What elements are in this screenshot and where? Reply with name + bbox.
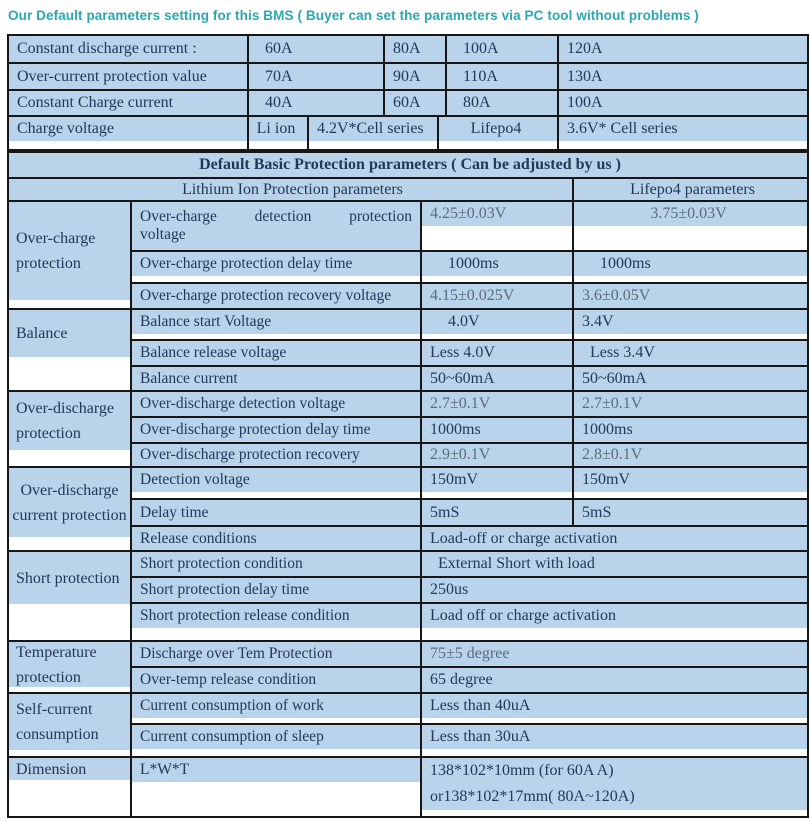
value-cell: 90A — [384, 63, 446, 90]
category-balance — [8, 309, 131, 391]
dimension-line: 138*102*10mm (for 60A A) — [430, 762, 614, 779]
param-cell: Over-temp release condition — [131, 667, 421, 693]
param-cell: Delay time — [131, 499, 421, 526]
lifepo4-value-cell: 3.75±0.03V — [573, 201, 808, 251]
param-cell: Over-charge protection delay time — [131, 251, 421, 283]
param-cell: Release conditions — [131, 526, 421, 551]
category-label: Self-current consumption — [16, 701, 99, 743]
table-row — [8, 178, 808, 201]
lifepo4-value-cell: 3.4V — [573, 309, 808, 340]
lifepo4-value-cell: 3.6±0.05V — [573, 283, 808, 309]
param-cell: Current consumption of sleep — [131, 724, 421, 757]
category-dimension — [8, 757, 131, 817]
span-value-cell — [421, 757, 808, 817]
span-value-cell: Less than 40uA — [421, 693, 808, 724]
value-cell: 120A — [558, 35, 808, 63]
param-cell: Short protection release condition — [131, 603, 421, 641]
value-cell: 60A — [248, 35, 384, 63]
liion-value-cell: 2.9±0.1V — [421, 443, 573, 467]
row-label: Charge voltage — [8, 116, 248, 150]
param-cell: Short protection delay time — [131, 577, 421, 603]
liion-value-cell: 1000ms — [421, 417, 573, 443]
value-cell: 80A — [384, 35, 446, 63]
liion-value-cell: 4.25±0.03V — [421, 201, 573, 251]
value-cell: 60A — [384, 90, 446, 116]
param-cell: L*W*T — [131, 757, 421, 817]
table-row — [8, 201, 808, 251]
param-cell: Detection voltage — [131, 467, 421, 499]
category-label: Short protection — [16, 569, 120, 587]
table-row — [8, 35, 808, 63]
value-cell: Lifepo4 — [438, 116, 558, 150]
value-cell: Li ion — [248, 116, 308, 150]
value-cell: 110A — [446, 63, 558, 90]
column-header-lithium: Lithium Ion Protection parameters — [8, 178, 573, 201]
table-row — [8, 116, 808, 150]
span-value-cell: Load off or charge activation — [421, 603, 808, 641]
category-label: Over-charge protection — [16, 230, 96, 272]
param-cell: Current consumption of work — [131, 693, 421, 724]
span-value-cell: 250us — [421, 577, 808, 603]
table-row — [8, 641, 808, 667]
table-row — [8, 63, 808, 90]
category-label: Dimension — [16, 760, 87, 778]
value-cell: 4.2V*Cell series — [308, 116, 438, 150]
protection-parameters-table — [7, 151, 809, 818]
param-cell: Discharge over Tem Protection — [131, 641, 421, 667]
param-cell — [131, 201, 421, 251]
span-value-cell: Load-off or charge activation — [421, 526, 808, 551]
value-cell: 40A — [248, 90, 384, 116]
lifepo4-value-cell: 150mV — [573, 467, 808, 499]
param-line: voltage — [140, 226, 186, 243]
value-cell: 100A — [446, 35, 558, 63]
row-label: Constant discharge current : — [8, 35, 248, 63]
lifepo4-value-cell: Less 3.4V — [573, 340, 808, 366]
span-value-cell: External Short with load — [421, 551, 808, 577]
page-title: Our Default parameters setting for this BMS ( Buyer can set the parameters via PC tool without problems ) — [8, 8, 699, 23]
param-cell: Over-discharge detection voltage — [131, 391, 421, 417]
param-line: Over-charge detection protection — [140, 208, 412, 225]
param-cell: Over-discharge protection recovery — [131, 443, 421, 467]
liion-value-cell: 50~60mA — [421, 366, 573, 391]
liion-value-cell: 150mV — [421, 467, 573, 499]
section-header: Default Basic Protection parameters ( Can be adjusted by us ) — [8, 152, 808, 178]
current-spec-table — [7, 34, 809, 151]
param-cell: Balance start Voltage — [131, 309, 421, 340]
category-over-discharge-current-protection — [8, 467, 131, 551]
value-cell: 70A — [248, 63, 384, 90]
span-value-cell: 65 degree — [421, 667, 808, 693]
table-row — [8, 309, 808, 340]
param-cell: Over-charge protection recovery voltage — [131, 283, 421, 309]
param-cell: Short protection condition — [131, 551, 421, 577]
category-short-protection — [8, 551, 131, 641]
table-row — [8, 757, 808, 817]
lifepo4-value-cell: 1000ms — [573, 251, 808, 283]
dimension-line: or138*102*17mm( 80A~120A) — [430, 788, 635, 805]
param-cell: Balance release voltage — [131, 340, 421, 366]
lifepo4-value-cell: 2.8±0.1V — [573, 443, 808, 467]
param-cell: Balance current — [131, 366, 421, 391]
lifepo4-value-cell: 5mS — [573, 499, 808, 526]
lifepo4-value-cell: 1000ms — [573, 417, 808, 443]
category-self-current-consumption — [8, 693, 131, 757]
param-cell: Over-discharge protection delay time — [131, 417, 421, 443]
category-over-discharge-protection — [8, 391, 131, 467]
lifepo4-value-cell: 2.7±0.1V — [573, 391, 808, 417]
value-cell: 100A — [558, 90, 808, 116]
span-value-cell: Less than 30uA — [421, 724, 808, 757]
liion-value-cell: 5mS — [421, 499, 573, 526]
category-label: Temperature protection — [16, 643, 97, 686]
category-temperature-protection — [8, 641, 131, 693]
category-label: Over-discharge protection — [16, 400, 115, 442]
row-label: Constant Charge current — [8, 90, 248, 116]
category-label: Over-discharge current protection — [12, 481, 127, 524]
table-row — [8, 391, 808, 417]
lifepo4-value-cell: 50~60mA — [573, 366, 808, 391]
value-cell: 3.6V* Cell series — [558, 116, 808, 150]
liion-value-cell: 2.7±0.1V — [421, 391, 573, 417]
span-value-cell: 75±5 degree — [421, 641, 808, 667]
table-row — [8, 467, 808, 499]
liion-value-cell: 1000ms — [421, 251, 573, 283]
column-header-lifepo4: Lifepo4 parameters — [573, 178, 808, 201]
table-row — [8, 551, 808, 577]
liion-value-cell: 4.0V — [421, 309, 573, 340]
row-label: Over-current protection value — [8, 63, 248, 90]
liion-value-cell: Less 4.0V — [421, 340, 573, 366]
liion-value-cell: 4.15±0.025V — [421, 283, 573, 309]
category-over-charge-protection — [8, 201, 131, 309]
table-row — [8, 90, 808, 116]
category-label: Balance — [16, 325, 68, 342]
value-cell: 80A — [446, 90, 558, 116]
table-row — [8, 693, 808, 724]
table-row — [8, 152, 808, 178]
value-cell: 130A — [558, 63, 808, 90]
